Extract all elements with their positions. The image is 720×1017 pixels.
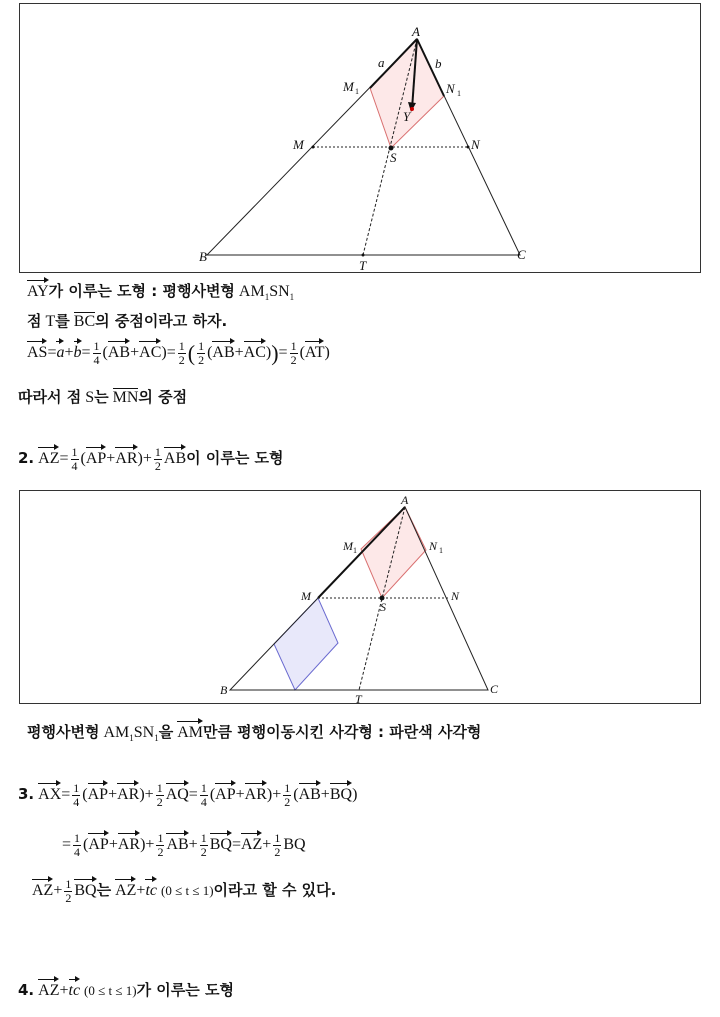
label-N1: N — [446, 81, 455, 96]
label-a: a — [378, 55, 385, 70]
vec-b: b — [74, 340, 82, 361]
segment-BC: BC — [73, 313, 96, 330]
point-M — [312, 146, 315, 149]
line-1 — [27, 279, 720, 302]
figure-2 — [19, 490, 701, 704]
item-number-2: 2. — [18, 449, 35, 467]
point-S-text: S — [85, 389, 95, 406]
label-A: A — [412, 24, 420, 39]
item-number-3: 3. — [18, 785, 35, 803]
label-T: T — [355, 692, 362, 705]
text: 점 — [27, 312, 42, 330]
vec-AZ: AZ — [38, 446, 59, 467]
line-2 — [27, 310, 720, 331]
label-b: b — [435, 56, 442, 71]
range: (0 ≤ t ≤ 1) — [161, 883, 214, 898]
label-B: B — [199, 249, 207, 264]
label-M1-sub: 1 — [353, 546, 357, 555]
figure-1 — [19, 3, 701, 273]
vec-AM: AM — [177, 720, 203, 741]
segment-MN: MN — [112, 389, 139, 406]
range: (0 ≤ t ≤ 1) — [84, 983, 137, 998]
vec-AS: AS — [27, 340, 47, 361]
item-number-4: 4. — [18, 981, 35, 999]
vec-AX: AX — [38, 782, 61, 803]
line-3-equation: AS=a+b= $\frac{1}{4}$ (AB+AC)= $\frac{1}{2}$ ( $\frac{1}{2}$ (AB+AC))= $\frac{1}{2}$ (AT) — [27, 339, 330, 367]
triangle-diagram-2 — [20, 491, 702, 705]
text: 를 — [55, 312, 70, 330]
parallelogram-blue — [274, 598, 338, 690]
math-AM1SN1: $AM_1SN_1$ — [103, 724, 159, 744]
text: 따라서 점 — [18, 388, 82, 406]
vec-tc: tc — [145, 878, 157, 899]
label-T: T — [359, 258, 367, 273]
line-9: AZ+ $\frac{1}{2}$ BQ는 AZ+tc (0 ≤ t ≤ 1)이라고 할 수 있다. — [32, 877, 337, 905]
line-10: 4. AZ+tc (0 ≤ t ≤ 1)가 이루는 도형 — [18, 978, 720, 1000]
line-8: = $\frac{1}{4}$ (AP+AR)+ $\frac{1}{2}$ AB+ $\frac{1}{2}$ BQ=AZ+ $\frac{1}{2}$ BQ — [62, 831, 306, 859]
label-N: N — [451, 589, 460, 603]
line-7: 3. AX= $\frac{1}{4}$ (AP+AR)+ $\frac{1}{2}$ AQ= $\frac{1}{4}$ (AP+AR)+ $\frac{1}{2}$ (AB+BQ) — [18, 781, 358, 809]
text: 이 이루는 도형 — [186, 449, 284, 467]
label-B: B — [220, 683, 228, 697]
point-T — [362, 254, 365, 257]
fraction: $\frac{1}{4}$ — [93, 339, 100, 367]
label-N1-sub: 1 — [457, 89, 461, 98]
line-6: 평행사변형 $AM_1SN_1$을 AM만큼 평행이동시킨 사각형 : 파란색 사각형 — [27, 720, 720, 743]
vec-a: a — [56, 340, 64, 361]
label-C: C — [517, 247, 526, 262]
label-M: M — [293, 137, 304, 152]
point-Y — [410, 107, 414, 111]
line-4: 따라서 점 S는 MN의 중점 — [18, 388, 188, 406]
label-M1: M — [343, 539, 353, 553]
label-Y: Y — [403, 109, 411, 124]
label-M1-sub: 1 — [355, 87, 359, 96]
label-S: S — [380, 600, 386, 614]
label-S: S — [390, 150, 397, 165]
label-N1: N — [429, 539, 438, 553]
math-AM1SN1: $AM_1SN_1$ — [238, 283, 295, 303]
line1-text: 가 이루는 도형 : 평행사변형 — [48, 282, 235, 300]
vec-AT: AT — [305, 340, 325, 361]
point-N — [467, 146, 470, 149]
triangle-diagram-1 — [20, 4, 702, 274]
label-A: A — [401, 493, 409, 507]
point-T-text: T — [45, 313, 56, 330]
text: 의 중점이라고 하자. — [95, 312, 228, 330]
line-5: 2. AZ= $\frac{1}{4}$ (AP+AR)+ $\frac{1}{2}$ AB이 이루는 도형 — [18, 445, 284, 473]
label-N: N — [471, 137, 480, 152]
label-C: C — [490, 682, 499, 696]
label-M: M — [301, 589, 311, 603]
text: 평행사변형 — [27, 723, 100, 741]
label-N1-sub: 1 — [439, 546, 443, 555]
label-M1: M — [343, 79, 354, 94]
vec-AY: AY — [27, 279, 49, 300]
